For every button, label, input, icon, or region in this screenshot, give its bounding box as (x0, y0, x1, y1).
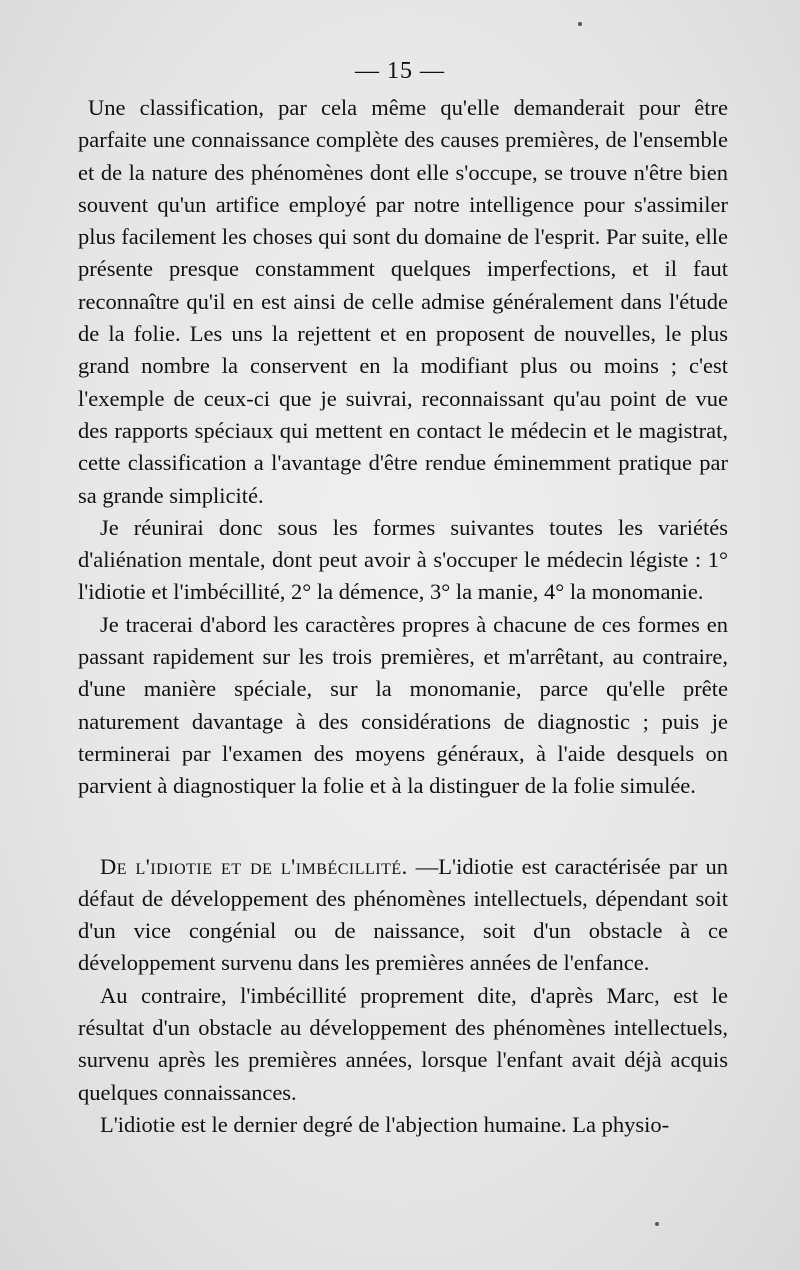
scan-speck (655, 1222, 659, 1226)
section-heading: De l'idiotie et de l'imbécillité. (100, 853, 408, 879)
paragraph-forms-list: Je réunirai donc sous les formes suivantes toutes les variétés d'aliénation mentale, dont peut avoir à s'occuper le médecin légiste : 1° l'idiotie et l'imbécillité, 2° la démence, 3° la manie, 4° la monomanie. (78, 514, 728, 605)
paragraph-idiotie-degree: L'idiotie est le dernier degré de l'abjection humaine. La physio- (100, 1111, 670, 1137)
section-intro: —L'idiotie est caractérisée par un défaut de développement des phénomènes intellectuels, dépendant soit d'un vice congénial ou de naissance, soit d'un obstacle à ce développement survenu dans les premières années de l'enfance. (78, 853, 728, 976)
paragraph-plan: Je tracerai d'abord les caractères propres à chacune de ces formes en passant rapidement sur les trois premières, et m'arrêtant, au contraire, d'une manière spéciale, sur la monomanie, parce qu'elle prête naturement davantage à des considérations de diagnostic ; puis je terminerai par l'examen des moyens généraux, à l'aide desquels on parvient à diagnostiquer la folie et à la distinguer de la folie simulée. (78, 611, 728, 799)
section-idiotie (78, 851, 728, 980)
body-text (78, 92, 728, 1141)
paragraph-imbecillite: Au contraire, l'imbécillité proprement dite, d'après Marc, est le résultat d'un obstacle au développement des phénomènes intellectuels, survenu après les premières années, lorsque l'enfant avait déjà acquis quelques connaissances. (78, 982, 728, 1105)
paragraph-classification: Une classification, par cela même qu'elle demanderait pour être parfaite une connaissance complète des causes premières, de l'ensemble et de la nature des phénomènes dont elle s'occupe, se trouve n'être bien souvent qu'un artifice employé par notre intelligence pour s'assimiler plus facilement les choses qui sont du domaine de l'esprit. Par suite, elle présente presque constamment quelques imperfections, et il faut reconnaître qu'il en est ainsi de celle admise généralement dans l'étude de la folie. Les uns la rejettent et en proposent de nouvelles, le plus grand nombre la conservent en la modifiant plus ou moins ; c'est l'exemple de ceux-ci que je suivrai, reconnaissant qu'au point de vue des rapports spéciaux qui mettent en contact le médecin et le magistrat, cette classification a l'avantage d'être rendue éminemment pratique par sa grande simplicité. (78, 95, 728, 508)
scan-speck (578, 22, 582, 26)
page-number: — 15 — (355, 58, 445, 84)
